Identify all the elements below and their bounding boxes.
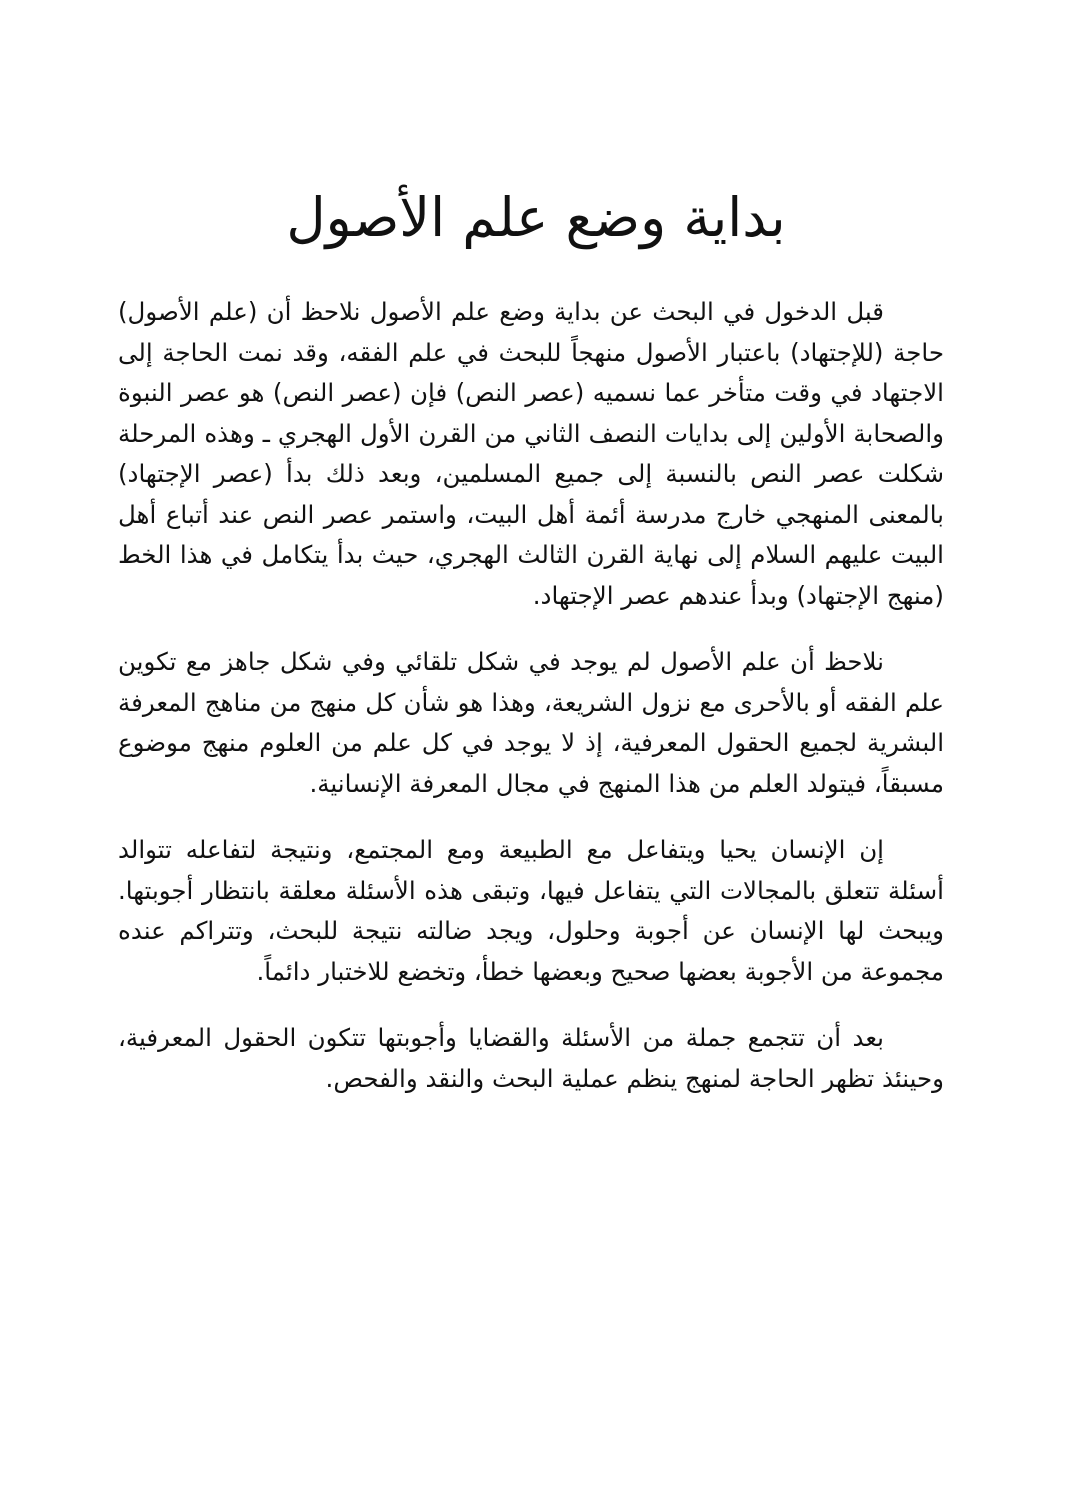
paragraph-1: قبل الدخول في البحث عن بداية وضع علم الأصول نلاحظ أن (علم الأصول) حاجة (للإجتهاد) باعتبار الأصول منهجاً للبحث في علم الفقه، وقد نمت الحاجة إلى الاجتهاد في وقت متأخر عما نسميه (عصر النص) فإن (عصر النص) هو عصر النبوة والصحابة الأولين إلى بدايات النصف الثاني من القرن الأول الهجري ـ وهذه المرحلة شكلت عصر النص بالنسبة إلى جميع المسلمين، وبعد ذلك بدأ (عصر الإجتهاد) بالمعنى المنهجي خارج مدرسة أئمة أهل البيت، واستمر عصر النص عند أتباع أهل البيت عليهم السلام إلى نهاية القرن الثالث الهجري، حيث بدأ يتكامل في هذا الخط (منهج الإجتهاد) وبدأ عندهم عصر الإجتهاد. xyxy=(118,297,944,610)
paragraph-3: إن الإنسان يحيا ويتفاعل مع الطبيعة ومع المجتمع، ونتيجة لتفاعله تتوالد أسئلة تتعلق بالمجالات التي يتفاعل فيها، وتبقى هذه الأسئلة معلقة بانتظار أجوبتها. ويبحث لها الإنسان عن أجوبة وحلول، ويجد ضالته نتيجة للبحث، وتتراكم عنده مجموعة من الأجوبة بعضها صحيح وبعضها خطأ، وتخضع للاختبار دائماً. xyxy=(118,835,944,986)
paragraph-4: بعد أن تتجمع جملة من الأسئلة والقضايا وأجوبتها تتكون الحقول المعرفية، وحينئذ تظهر الحاجة لمنهج ينظم عملية البحث والنقد والفحص. xyxy=(118,1023,944,1093)
chapter-title: بداية وضع علم الأصول xyxy=(286,186,786,249)
paragraph-2: نلاحظ أن علم الأصول لم يوجد في شكل تلقائي وفي شكل جاهز مع تكوين علم الفقه أو بالأحرى مع نزول الشريعة، وهذا هو شأن كل منهج من مناهج المعرفة البشرية لجميع الحقول المعرفية، إذ لا يوجد في كل علم من العلوم منهج موضوع مسبقاً، فيتولد العلم من هذا المنهج في مجال المعرفة الإنسانية. xyxy=(118,647,944,798)
body-text xyxy=(118,292,944,1125)
